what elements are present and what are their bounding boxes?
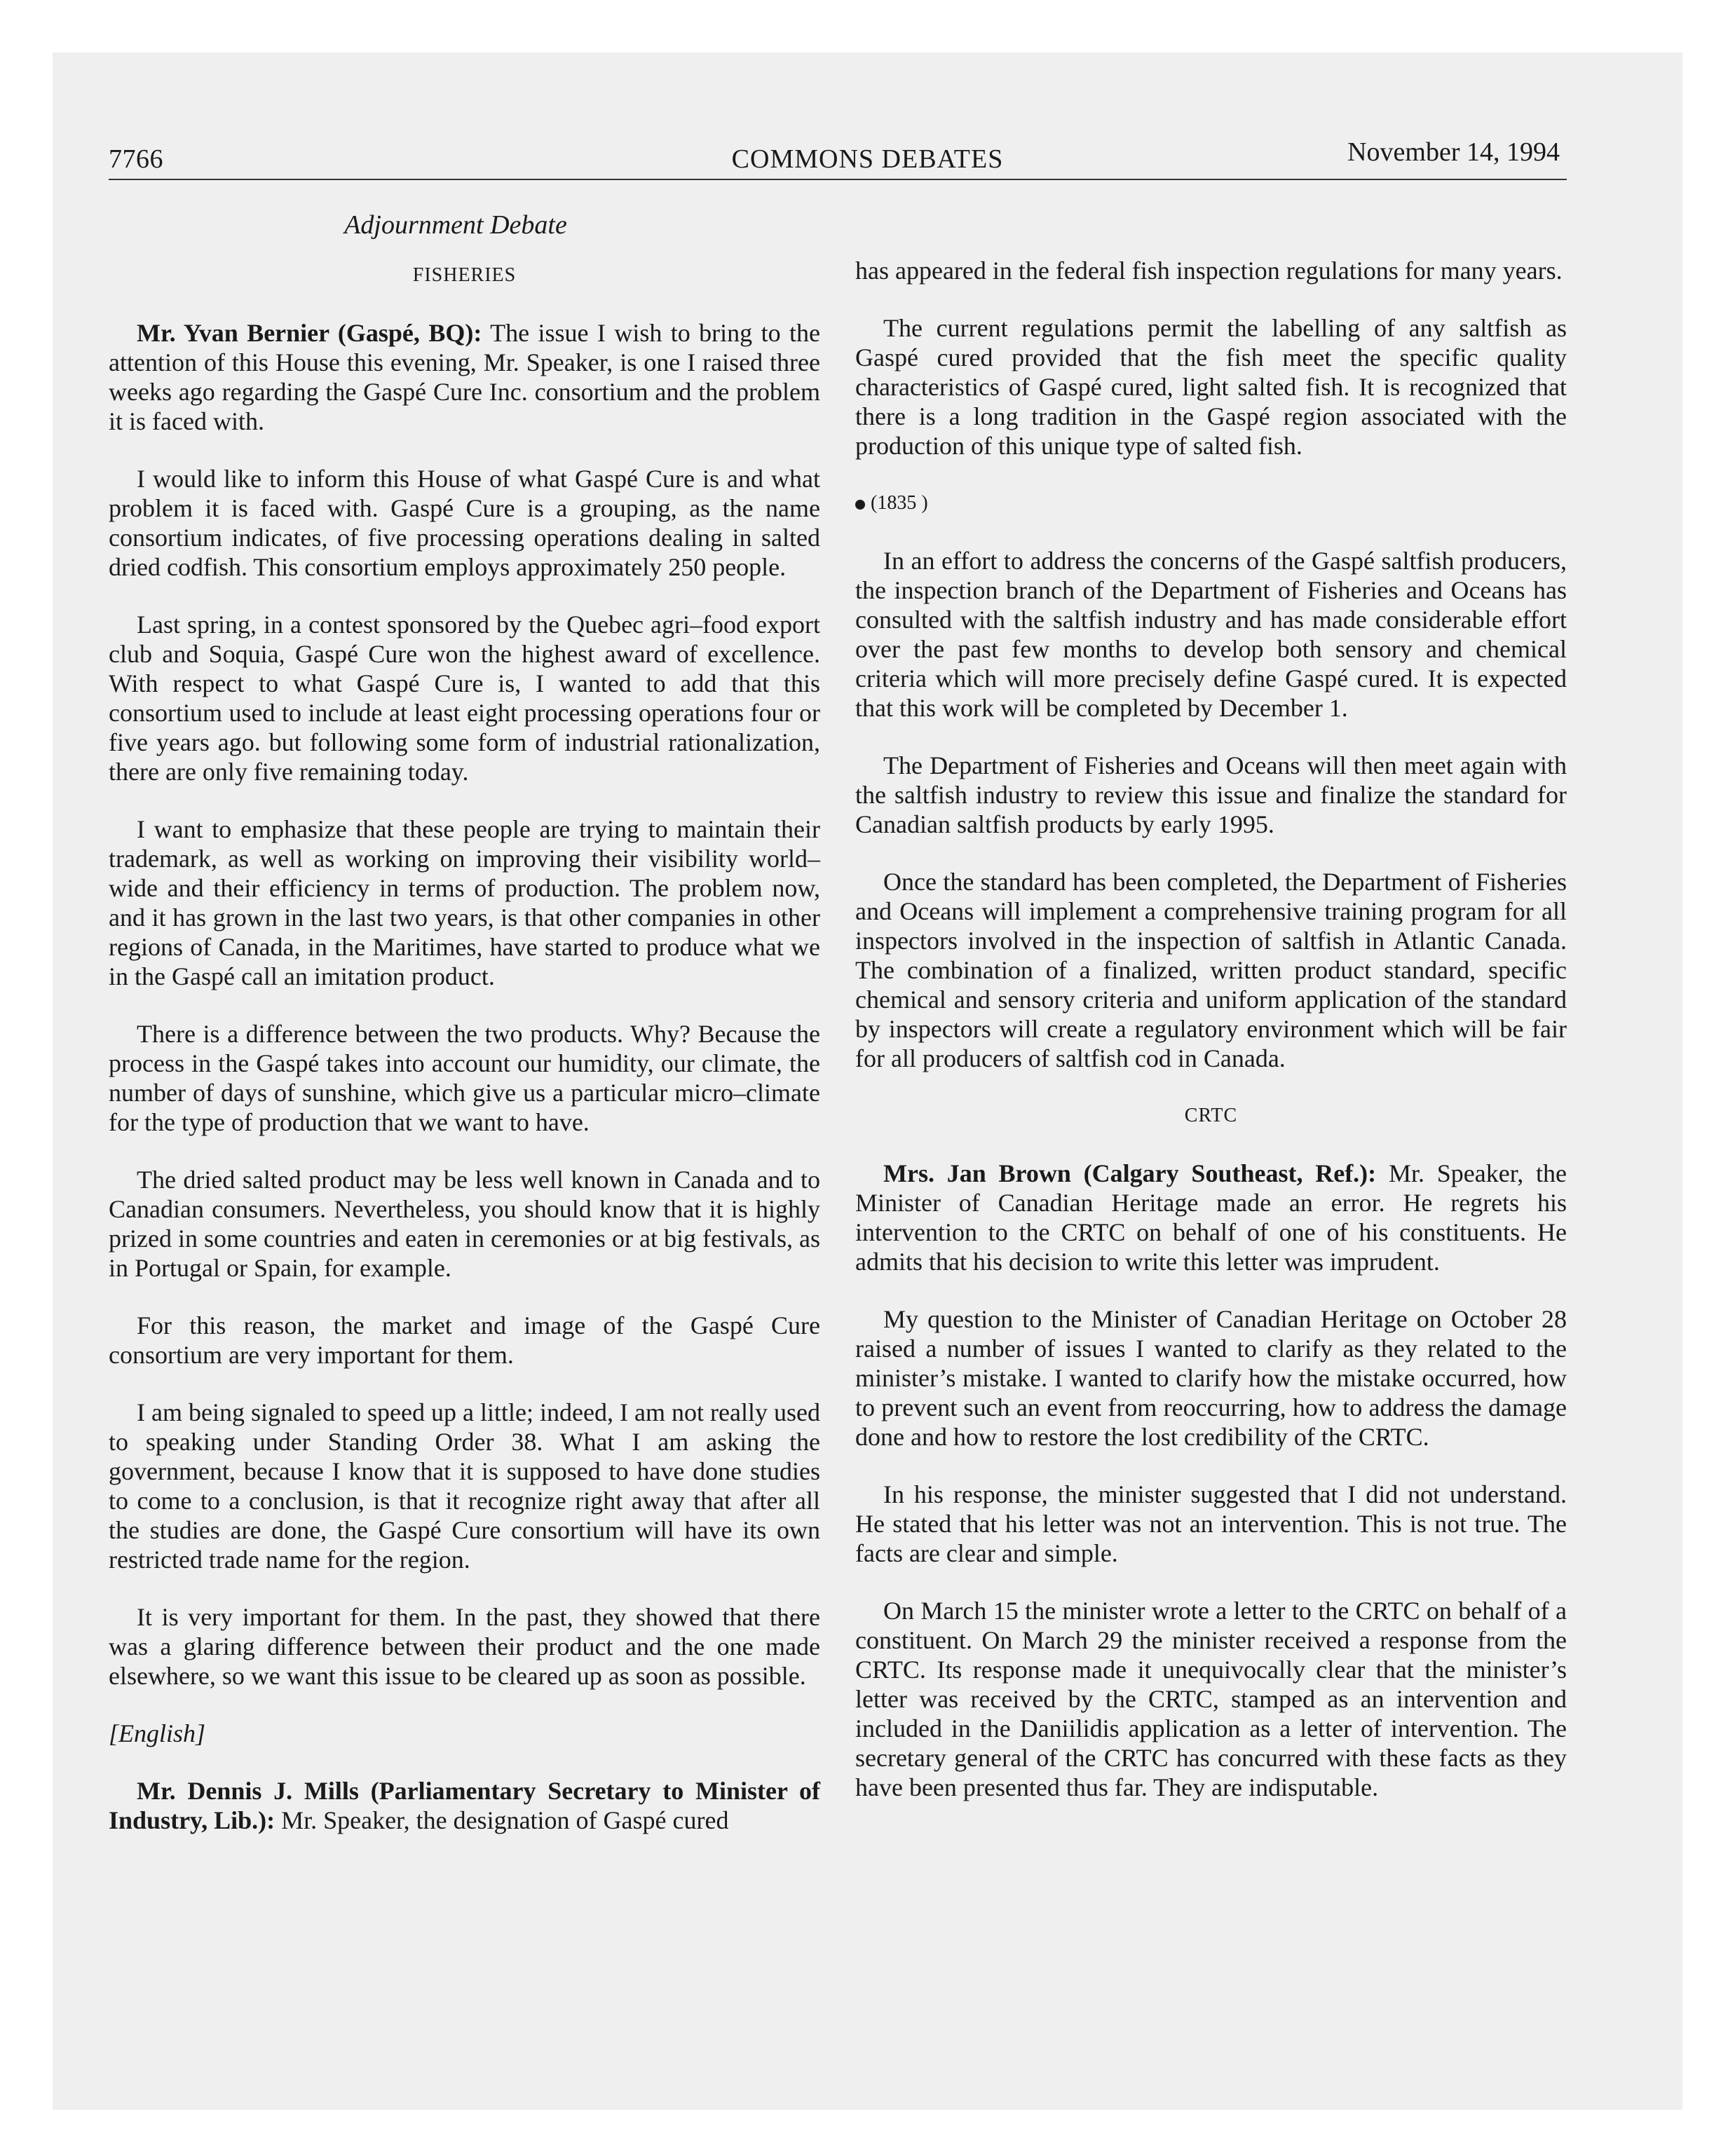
paragraph: In an effort to address the concerns of the Gaspé saltfish producers, the inspection branch of the Department of Fisheries and Oceans has consulted with the saltfish industry and has made considerable effort over the past few months to develop both sensory and chemical criteria which will more precisely define Gaspé cured. It is expected that this work will be completed by December 1. — [855, 547, 1567, 722]
paragraph: The current regulations permit the labelling of any saltfish as Gaspé cured provided that the fish meet the specific quality characteristics of Gaspé cured, light salted fish. It is recognized that there is a long tradition in the Gaspé region associated with the production of this unique type of salted fish. — [855, 314, 1567, 460]
timestamp: (1835 ) — [855, 489, 1567, 518]
speaker-name: Mr. Dennis J. Mills (Parliamentary Secretary to Minister of Industry, Lib.): — [109, 1777, 820, 1834]
paragraph: I am being signaled to speed up a little; indeed, I am not really used to speaking under Standing Order 38. What I am asking the government, because I know that it is supposed to have done studies to come to a conclusion, is that it recognize right away that after all the studies are done, the Gaspé Cure consortium will have its own restricted trade name for the region. — [109, 1398, 820, 1574]
bullet-icon — [855, 500, 865, 510]
paragraph: In his response, the minister suggested that I did not understand. He stated that his letter was not an intervention. This is not true. The facts are clear and simple. — [855, 1480, 1567, 1567]
paragraph: I want to emphasize that these people are trying to maintain their trademark, as well as working on improving their visibility world–wide and their efficiency in terms of production. The problem now, and it has grown in the last two years, is that other companies in other regions of Canada, in the Maritimes, have started to produce what we in the Gaspé call an imitation product. — [109, 815, 820, 990]
right-column — [855, 256, 1567, 1830]
paragraph: For this reason, the market and image of the Gaspé Cure consortium are very important for them. — [109, 1311, 820, 1369]
paragraph: Last spring, in a contest sponsored by the Quebec agri–food export club and Soquia, Gaspé Cure won the highest award of excellence. With respect to what Gaspé Cure is, I wanted to add that this consortium used to include at least eight processing operations four or five years ago. but following some form of industrial rationalization, there are only five remaining today. — [109, 610, 820, 786]
left-column — [109, 210, 820, 1863]
paragraph: Mrs. Jan Brown (Calgary Southeast, Ref.): Mr. Speaker, the Minister of Canadian Heritage made an error. He regrets his intervention to the CRTC on behalf of one of his constituents. He admits that his decision to write this letter was imprudent. — [855, 1159, 1567, 1276]
paragraph: On March 15 the minister wrote a letter to the CRTC on behalf of a constituent. On March 29 the minister received a response from the CRTC. Its response made it unequivocally clear that the minister’s letter was received by the CRTC, stamped as an intervention and included in the Daniilidis application as a letter of intervention. The secretary general of the CRTC has concurred with these facts as they have been presented thus far. They are indisputable. — [855, 1597, 1567, 1801]
paragraph: The dried salted product may be less well known in Canada and to Canadian consumers. Nevertheless, you should know that it is highly prized in some countries and eaten in ceremonies or at big festivals, as in Portugal or Spain, for example. — [109, 1166, 820, 1282]
page-number: 7766 — [109, 144, 163, 174]
paragraph: has appeared in the federal fish inspection regulations for many years. — [855, 257, 1563, 285]
speaker-name: Mr. Yvan Bernier (Gaspé, BQ): — [137, 319, 482, 347]
publication-date: November 14, 1994 — [1347, 137, 1560, 167]
paragraph: I would like to inform this House of what Gaspé Cure is and what problem it is faced with. Gaspé Cure is a grouping, as the name consortium indicates, of five processing operations dealing in salted dried codfish. This consortium employs approximately 250 people. — [109, 465, 820, 581]
paragraph: Once the standard has been completed, the Department of Fisheries and Oceans will implement a comprehensive training program for all inspectors involved in the inspection of saltfish in Atlantic Canada. The combination of a finalized, written product standard, specific chemical and sensory criteria and uniform application of the standard by inspectors will create a regulatory environment which will be fair for all producers of saltfish cod in Canada. — [855, 868, 1567, 1072]
paragraph: There is a difference between the two products. Why? Because the process in the Gaspé takes into account our humidity, our climate, the number of days of sunshine, which give us a particular micro–climate for the type of production that we want to have. — [109, 1020, 820, 1136]
paragraph: The Department of Fisheries and Oceans will then meet again with the saltfish industry to review this issue and finalize the standard for Canadian saltfish products by early 1995. — [855, 751, 1567, 838]
subsection-heading-fisheries: FISHERIES — [412, 264, 517, 286]
publication-title: COMMONS DEBATES — [731, 144, 1004, 174]
paragraph: Mr. Yvan Bernier (Gaspé, BQ): The issue I wish to bring to the attention of this House this evening, Mr. Speaker, is one I raised three weeks ago regarding the Gaspé Cure Inc. consortium and the problem it is faced with. — [109, 319, 820, 435]
paragraph: Mr. Dennis J. Mills (Parliamentary Secretary to Minister of Industry, Lib.): Mr. Speaker, the designation of Gaspé cured — [109, 1777, 820, 1834]
paragraph: It is very important for them. In the past, they showed that there was a glaring difference between their product and the one made elsewhere, so we want this issue to be cleared up as soon as possible. — [109, 1603, 820, 1690]
section-title: Adjournment Debate — [344, 210, 567, 240]
header-rule — [109, 179, 1567, 180]
subsection-heading-crtc: CRTC — [1184, 1105, 1238, 1126]
speaker-name: Mrs. Jan Brown (Calgary Southeast, Ref.): — [883, 1159, 1377, 1187]
paragraph: My question to the Minister of Canadian Heritage on October 28 raised a number of issues I wanted to clarify as they related to the minister’s mistake. I wanted to clarify how the mistake occurred, how to prevent such an event from reoccurring, how to address the damage done and how to restore the lost credibility of the CRTC. — [855, 1305, 1567, 1451]
language-tag: [English] — [109, 1719, 206, 1747]
